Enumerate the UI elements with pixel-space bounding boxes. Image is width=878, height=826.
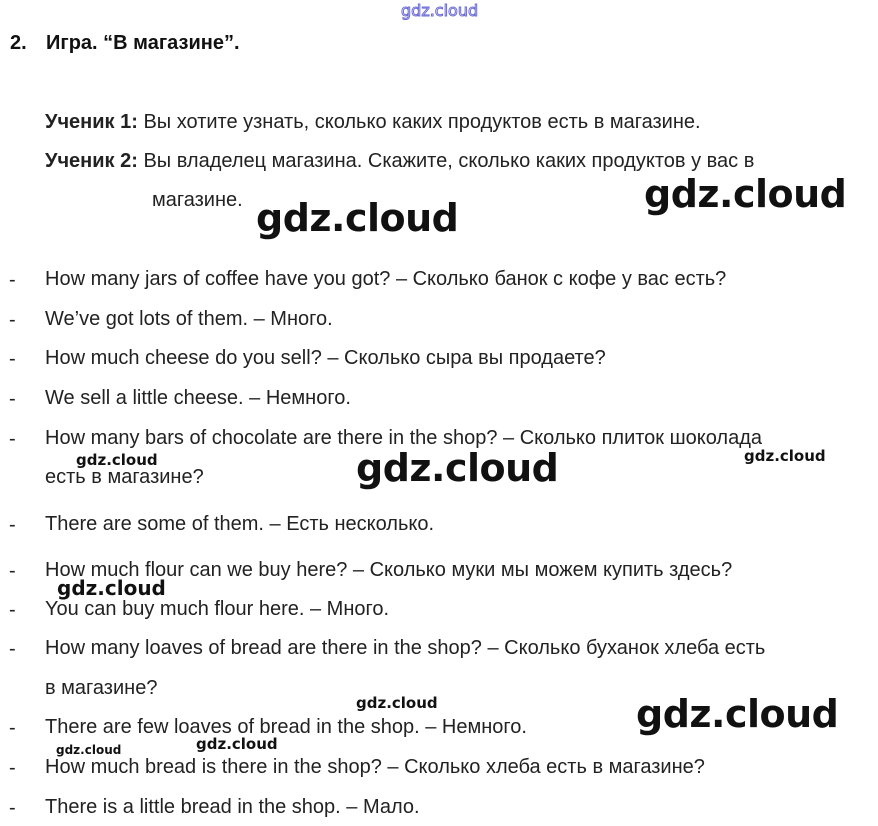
task-heading — [10, 32, 240, 55]
watermark: gdz.cloud — [356, 446, 559, 490]
watermark-top: gdz.cloud — [401, 1, 479, 20]
dialogue-line: How many bars of chocolate are there in the shop? – Сколько плиток шоколада — [45, 427, 763, 449]
watermark: gdz.cloud — [196, 735, 278, 753]
task-number: 2. — [10, 32, 27, 54]
dialogue-line: How many loaves of bread are there in the shop? – Сколько буханок хлеба есть — [45, 637, 766, 659]
student-2-label: Ученик 2: — [45, 150, 138, 172]
dialogue-line: You can buy much flour here. – Много. — [45, 598, 390, 620]
dialogue-line: How much flour can we buy here? – Сколько муки мы можем купить здесь? — [45, 559, 733, 581]
watermark: gdz.cloud — [56, 743, 122, 757]
student-1-instruction — [45, 111, 701, 134]
list-dash: - — [9, 560, 16, 582]
list-dash: - — [9, 757, 16, 779]
watermark: gdz.cloud — [636, 692, 839, 736]
watermark: gdz.cloud — [256, 196, 459, 240]
watermark: gdz.cloud — [76, 451, 158, 469]
dialogue-line: How much cheese do you sell? – Сколько сыра вы продаете? — [45, 347, 606, 369]
dialogue-line: How many jars of coffee have you got? – Сколько банок с кофе у вас есть? — [45, 268, 727, 290]
dialogue-line-continued: есть в магазине? — [45, 466, 204, 488]
list-dash: - — [9, 797, 16, 819]
list-dash: - — [9, 348, 16, 370]
list-dash: - — [9, 514, 16, 536]
dialogue-line: We’ve got lots of them. – Много. — [45, 308, 333, 330]
student-1-label: Ученик 1: — [45, 111, 138, 133]
dialogue-line-continued: в магазине? — [45, 677, 158, 699]
dialogue-line: We sell a little cheese. – Немного. — [45, 387, 351, 409]
student-2-text: Вы владелец магазина. Скажите, сколько каких продуктов у вас в — [137, 150, 755, 172]
list-dash: - — [9, 599, 16, 621]
dialogue-line: There is a little bread in the shop. – Мало. — [45, 796, 420, 818]
student-2-text-continued: магазине. — [152, 189, 243, 211]
list-dash: - — [9, 428, 16, 450]
watermark: gdz.cloud — [744, 447, 826, 465]
student-2-instruction — [45, 150, 754, 173]
student-1-text: Вы хотите узнать, сколько каких продуктов есть в магазине. — [137, 111, 701, 133]
task-title: Игра. “В магазине”. — [46, 32, 240, 54]
list-dash: - — [9, 638, 16, 660]
watermark: gdz.cloud — [356, 694, 438, 712]
watermark: gdz.cloud — [644, 172, 847, 216]
list-dash: - — [9, 269, 16, 291]
list-dash: - — [9, 717, 16, 739]
list-dash: - — [9, 388, 16, 410]
dialogue-line: There are some of them. – Есть несколько. — [45, 513, 435, 535]
list-dash: - — [9, 309, 16, 331]
dialogue-line: How much bread is there in the shop? – Сколько хлеба есть в магазине? — [45, 756, 705, 778]
dialogue-line: There are few loaves of bread in the shop. – Немного. — [45, 716, 527, 738]
watermark: gdz.cloud — [57, 576, 166, 600]
